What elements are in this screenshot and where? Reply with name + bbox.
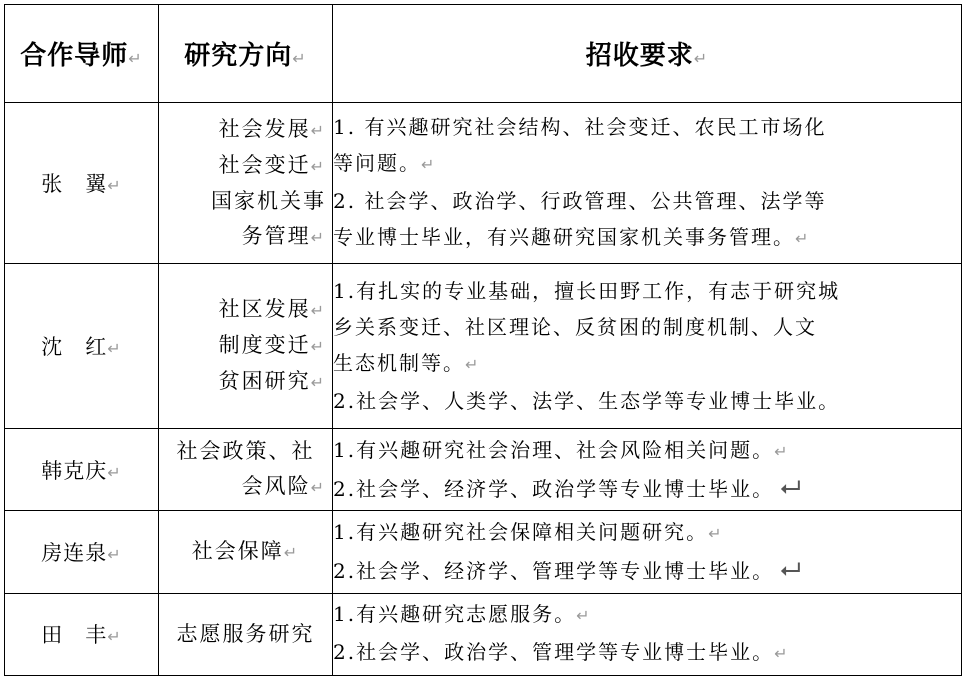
requirements-cell: [333, 264, 962, 429]
table-row: [5, 428, 962, 510]
table-row: [5, 264, 962, 429]
requirement-line: 等问题。↵: [333, 151, 437, 176]
direction-line: 国家机关事: [211, 188, 326, 213]
paragraph-mark-icon: ↵: [107, 544, 122, 564]
mentor-name: 韩克庆: [41, 458, 108, 483]
requirement-line: 1.有兴趣研究社会保障相关问题研究。↵: [333, 520, 724, 545]
return-arrow-icon: ⮠: [780, 555, 803, 586]
requirements-cell: [333, 103, 962, 264]
direction-line: 贫困研究↵: [218, 369, 326, 393]
direction-line: 志愿服务研究: [176, 621, 315, 646]
direction-line: 社会保障↵: [191, 538, 300, 563]
paragraph-mark-icon: ↵: [107, 176, 122, 196]
requirement-line: 生态机制等。↵: [333, 351, 481, 375]
requirement-line: 1.有扎实的专业基础，擅长田野工作，有志于研究城: [333, 279, 841, 303]
direction-line: 务管理↵: [241, 223, 326, 248]
requirement-line: 2.社会学、政治学、管理学等专业博士毕业。↵: [333, 640, 790, 665]
table-row: [5, 103, 962, 264]
mentor-cell: [5, 511, 159, 593]
header-mentor: [5, 5, 159, 103]
header-mentor-label: 合作导师: [20, 41, 129, 72]
requirements-cell: [333, 428, 962, 510]
mentor-cell: [5, 593, 159, 675]
paragraph-mark-icon: ↵: [107, 339, 122, 358]
requirement-line: 2. 社会学、政治学、行政管理、公共管理、法学等: [333, 189, 827, 214]
requirement-line: 1.有兴趣研究社会治理、社会风险相关问题。↵: [333, 438, 790, 463]
direction-line: 社会发展↵: [218, 116, 326, 141]
mentor-cell: [5, 428, 159, 510]
paragraph-mark-icon: ↵: [693, 49, 709, 69]
paragraph-mark-icon: ↵: [128, 49, 143, 69]
header-direction-label: 研究方向: [184, 41, 293, 72]
paragraph-mark-icon: ↵: [292, 49, 307, 69]
direction-cell: [159, 428, 333, 510]
header-direction: [159, 5, 333, 103]
requirement-line: 2.社会学、经济学、政治学等专业博士毕业。 ⮠: [333, 473, 803, 504]
direction-line: 社会变迁↵: [218, 152, 326, 177]
direction-line: 会风险↵: [241, 474, 326, 499]
direction-line: 社会政策、社: [176, 439, 315, 464]
requirements-cell: [333, 593, 962, 675]
header-row: [5, 5, 962, 103]
requirement-line: 1.有兴趣研究志愿服务。↵: [333, 602, 592, 627]
header-requirements-label: 招收要求: [585, 41, 694, 72]
mentor-cell: [5, 264, 159, 429]
requirements-cell: [333, 511, 962, 593]
direction-cell: [159, 264, 333, 429]
direction-line: 社区发展↵: [218, 297, 326, 321]
requirement-line: 乡关系变迁、社区理论、反贫困的制度机制、人文: [333, 315, 817, 339]
paragraph-mark-icon: ↵: [107, 462, 122, 482]
return-arrow-icon: ⮠: [780, 473, 803, 504]
mentor-cell: [5, 103, 159, 264]
requirement-line: 专业博士毕业，有兴趣研究国家机关事务管理。↵: [333, 225, 811, 250]
mentor-table: [4, 4, 962, 676]
paragraph-mark-icon: ↵: [107, 627, 122, 647]
direction-cell: [159, 103, 333, 264]
mentor-name: 房连泉: [41, 540, 108, 565]
requirement-line: 2.社会学、人类学、法学、生态学等专业博士毕业。: [333, 389, 841, 413]
requirement-line: 1. 有兴趣研究社会结构、社会变迁、农民工市场化: [333, 115, 827, 140]
requirement-line: 2.社会学、经济学、管理学等专业博士毕业。 ⮠: [333, 555, 803, 586]
mentor-name: 张 翼: [41, 172, 108, 197]
table-row: [5, 593, 962, 675]
mentor-name: 沈 红: [41, 335, 108, 359]
header-requirements: [333, 5, 962, 103]
direction-cell: [159, 511, 333, 593]
table-row: [5, 511, 962, 593]
direction-line: 制度变迁↵: [218, 333, 326, 357]
mentor-name: 田 丰: [41, 623, 108, 648]
direction-cell: [159, 593, 333, 675]
